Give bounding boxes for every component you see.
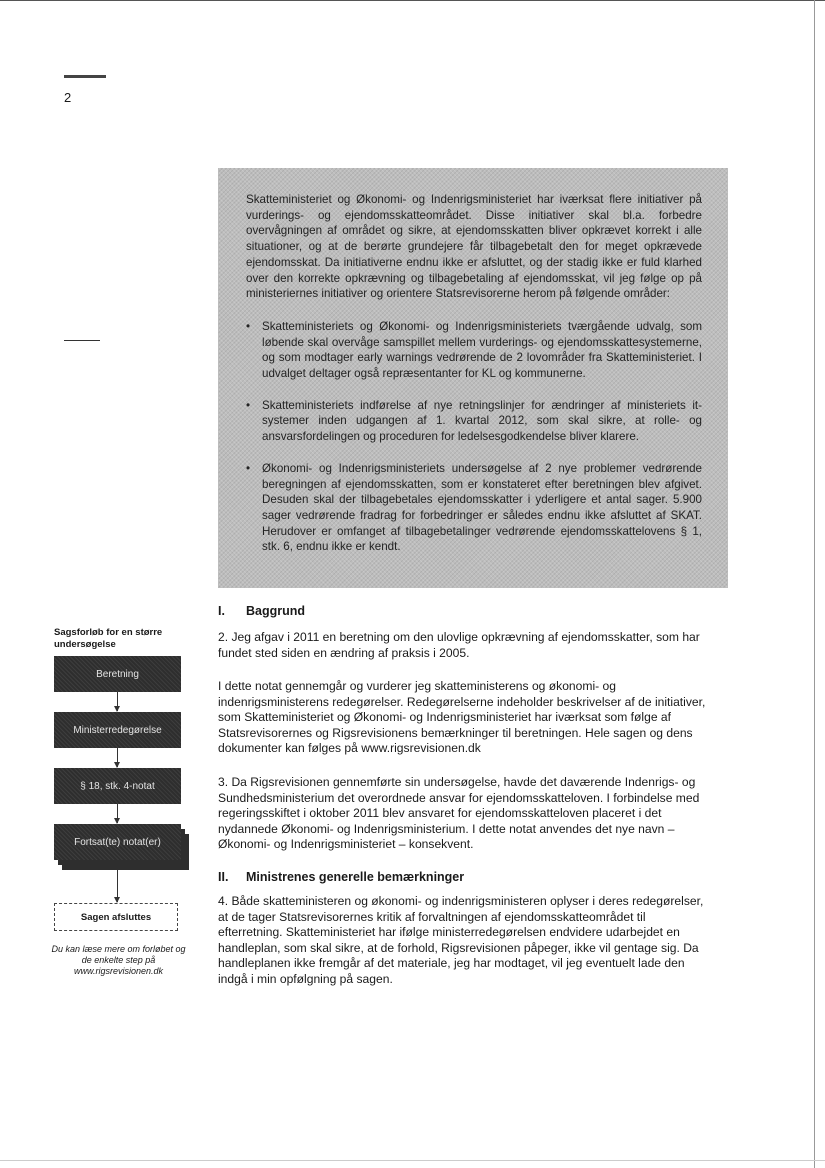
header-mark-text (0, 0, 1, 1)
summary-bullet-item (246, 398, 702, 445)
scan-right-edge-line (814, 0, 815, 1168)
flow-step-18-notat: § 18, stk. 4-notat (54, 768, 181, 804)
scan-top-edge-line (0, 0, 825, 1)
summary-intro: Skatteministeriet og Økonomi- og Indenrigsministeriet har iværksat flere initiativer på vurderings- og ejendomsskatteområdet. Disse initiativer skal bl.a. forbedre overvågningen af området og sikre, at ejendomsskatten bliver opkrævet korrekt i alle situationer, og at de berørte grundejere får tilbagebetalt den for meget opkrævede ejendomsskat. Da initiativerne endnu ikke er afsluttet, og der stadig ikke er fuld klarhed over den korrekte opkrævning og tilbagebetaling af ejendomsskat, vil jeg følge op på ministeriernes initiativer og orientere Statsrevisorerne herom på følgende områder: (246, 193, 702, 301)
summary-bullet-text: Skatteministeriets og Økonomi- og Indenrigsministeriets tværgående udvalg, som løbende skal overvåge samspillet mellem vurderings- og ejendomsskattesystemerne, og som modtager early warnings vedrørende de 2 lovområder fra Skatteministeriet. I udvalget deltager også repræsentanter for KL og kommunerne. (262, 319, 702, 381)
summary-bullet-text: Økonomi- og Indenrigsministeriets undersøgelse af 2 nye problemer vedrørende beregningen af ejendomsskatten, som er konstateret efter beretningen blev afgivet. Desuden skal der tilbagebetales ejendomsskatter i yderligere et antal sager. 5.900 sager vedrørende fradrag for forbedringer er således endnu ikke afsluttet af SKAT. Herudover er omfanget af tilbagebetalinger vedrørende ejendomsskattelovens § 1, stk. 6, endnu ikke er kendt. (262, 461, 702, 554)
section-title: Ministrenes generelle bemærkninger (246, 870, 465, 884)
paragraph-intro (218, 679, 712, 757)
paragraph-3 (218, 775, 712, 853)
bullet-icon: • (246, 319, 251, 333)
paragraph-2 (218, 630, 712, 661)
section-heading-baggrund (218, 604, 305, 618)
flow-step-ministerredegoerelse: Ministerredegørelse (54, 712, 181, 748)
header-mark (64, 75, 106, 78)
paragraph-text: 3. Da Rigsrevisionen gennemførte sin undersøgelse, havde det daværende Indenrigs- og Sundhedsministerium det overordnede ansvar for ejendomsskatteloven. I forbindelse med regeringsskiftet i oktober 2011 blev ansvaret for ejendomsskatteloven placeret i det nydannede Økonomi- og Indenrigsministerium. I dette notat anvendes det nye navn – Økonomi- og Indenrigsministeriet – konsekvent. (218, 775, 700, 852)
page-number: 2 (64, 90, 72, 105)
scan-bottom-edge-line (0, 1160, 825, 1161)
section-number: I. (218, 604, 225, 618)
flow-end-sagen-afsluttes: Sagen afsluttes (54, 903, 178, 931)
summary-bullet-list (246, 319, 702, 555)
section-title: Baggrund (246, 604, 306, 618)
flow-arrow (117, 692, 118, 711)
section-heading-bemaerkninger (218, 870, 464, 884)
bullet-icon: • (246, 398, 251, 412)
flow-arrow (117, 748, 118, 767)
flow-step-beretning: Beretning (54, 656, 181, 692)
flow-arrow (117, 870, 118, 902)
bullet-icon: • (246, 461, 251, 475)
section-number: II. (218, 870, 229, 884)
flow-arrow (117, 804, 118, 823)
paragraph-text: I dette notat gennemgår og vurderer jeg skatteministerens og økonomi- og indenrigsministerens redegørelser. Redegørelserne indeholder beskrivelser af de initiativer, som Skatteministeriet og Økonomi- og Indenrigsministeriet har iværksat som følge af Statsrevisorernes og Rigsrevisionens bemærkninger til beretningen. Hele sagen og dens dokumenter kan følges på www.rigsrevisionen.dk (218, 679, 706, 756)
summary-bullet-item (246, 319, 702, 382)
sidebar-title: Sagsforløb for en større undersøgelse (54, 627, 163, 650)
summary-box (218, 168, 728, 588)
paragraph-text: 2. Jeg afgav i 2011 en beretning om den ulovlige opkrævning af ejendomsskatter, som har fundet sted siden en ændring af praksis i 2005. (218, 630, 700, 660)
paragraph-4 (218, 894, 712, 988)
summary-bullet-text: Skatteministeriets indførelse af nye retningslinjer for ændringer af ministeriets it-systemer inden udgangen af 1. kvartal 2012, som skal sikre, at rolle- og ansvarsfordelingen og proceduren for ledelsesgodkendelse bliver klarere. (262, 398, 702, 444)
sidebar-note: Du kan læse mere om forløbet og de enkelte step på www.rigsrevisionen.dk (51, 944, 186, 976)
paragraph-text: 4. Både skatteministeren og økonomi- og indenrigsministeren oplyser i deres redegørelser, at de tager Statsrevisorernes kritik af forvaltningen af ejendomsskatteområdet til efterretning. Skatteministeriet har ifølge ministerredegørelsen endvidere udarbejdet en handleplan, som skal sikre, at de forhold, Rigsrevisionen påpeger, ikke vil gentage sig. Da handleplanen ikke fremgår af det materiale, jeg har modtaget, vil jeg eventuelt lade den indgå i min opfølgning på sagen. (218, 894, 704, 986)
margin-dash (64, 340, 100, 341)
flow-step-fortsatte-notater: Fortsat(te) notat(er) (54, 824, 181, 860)
summary-bullet-item (246, 461, 702, 555)
